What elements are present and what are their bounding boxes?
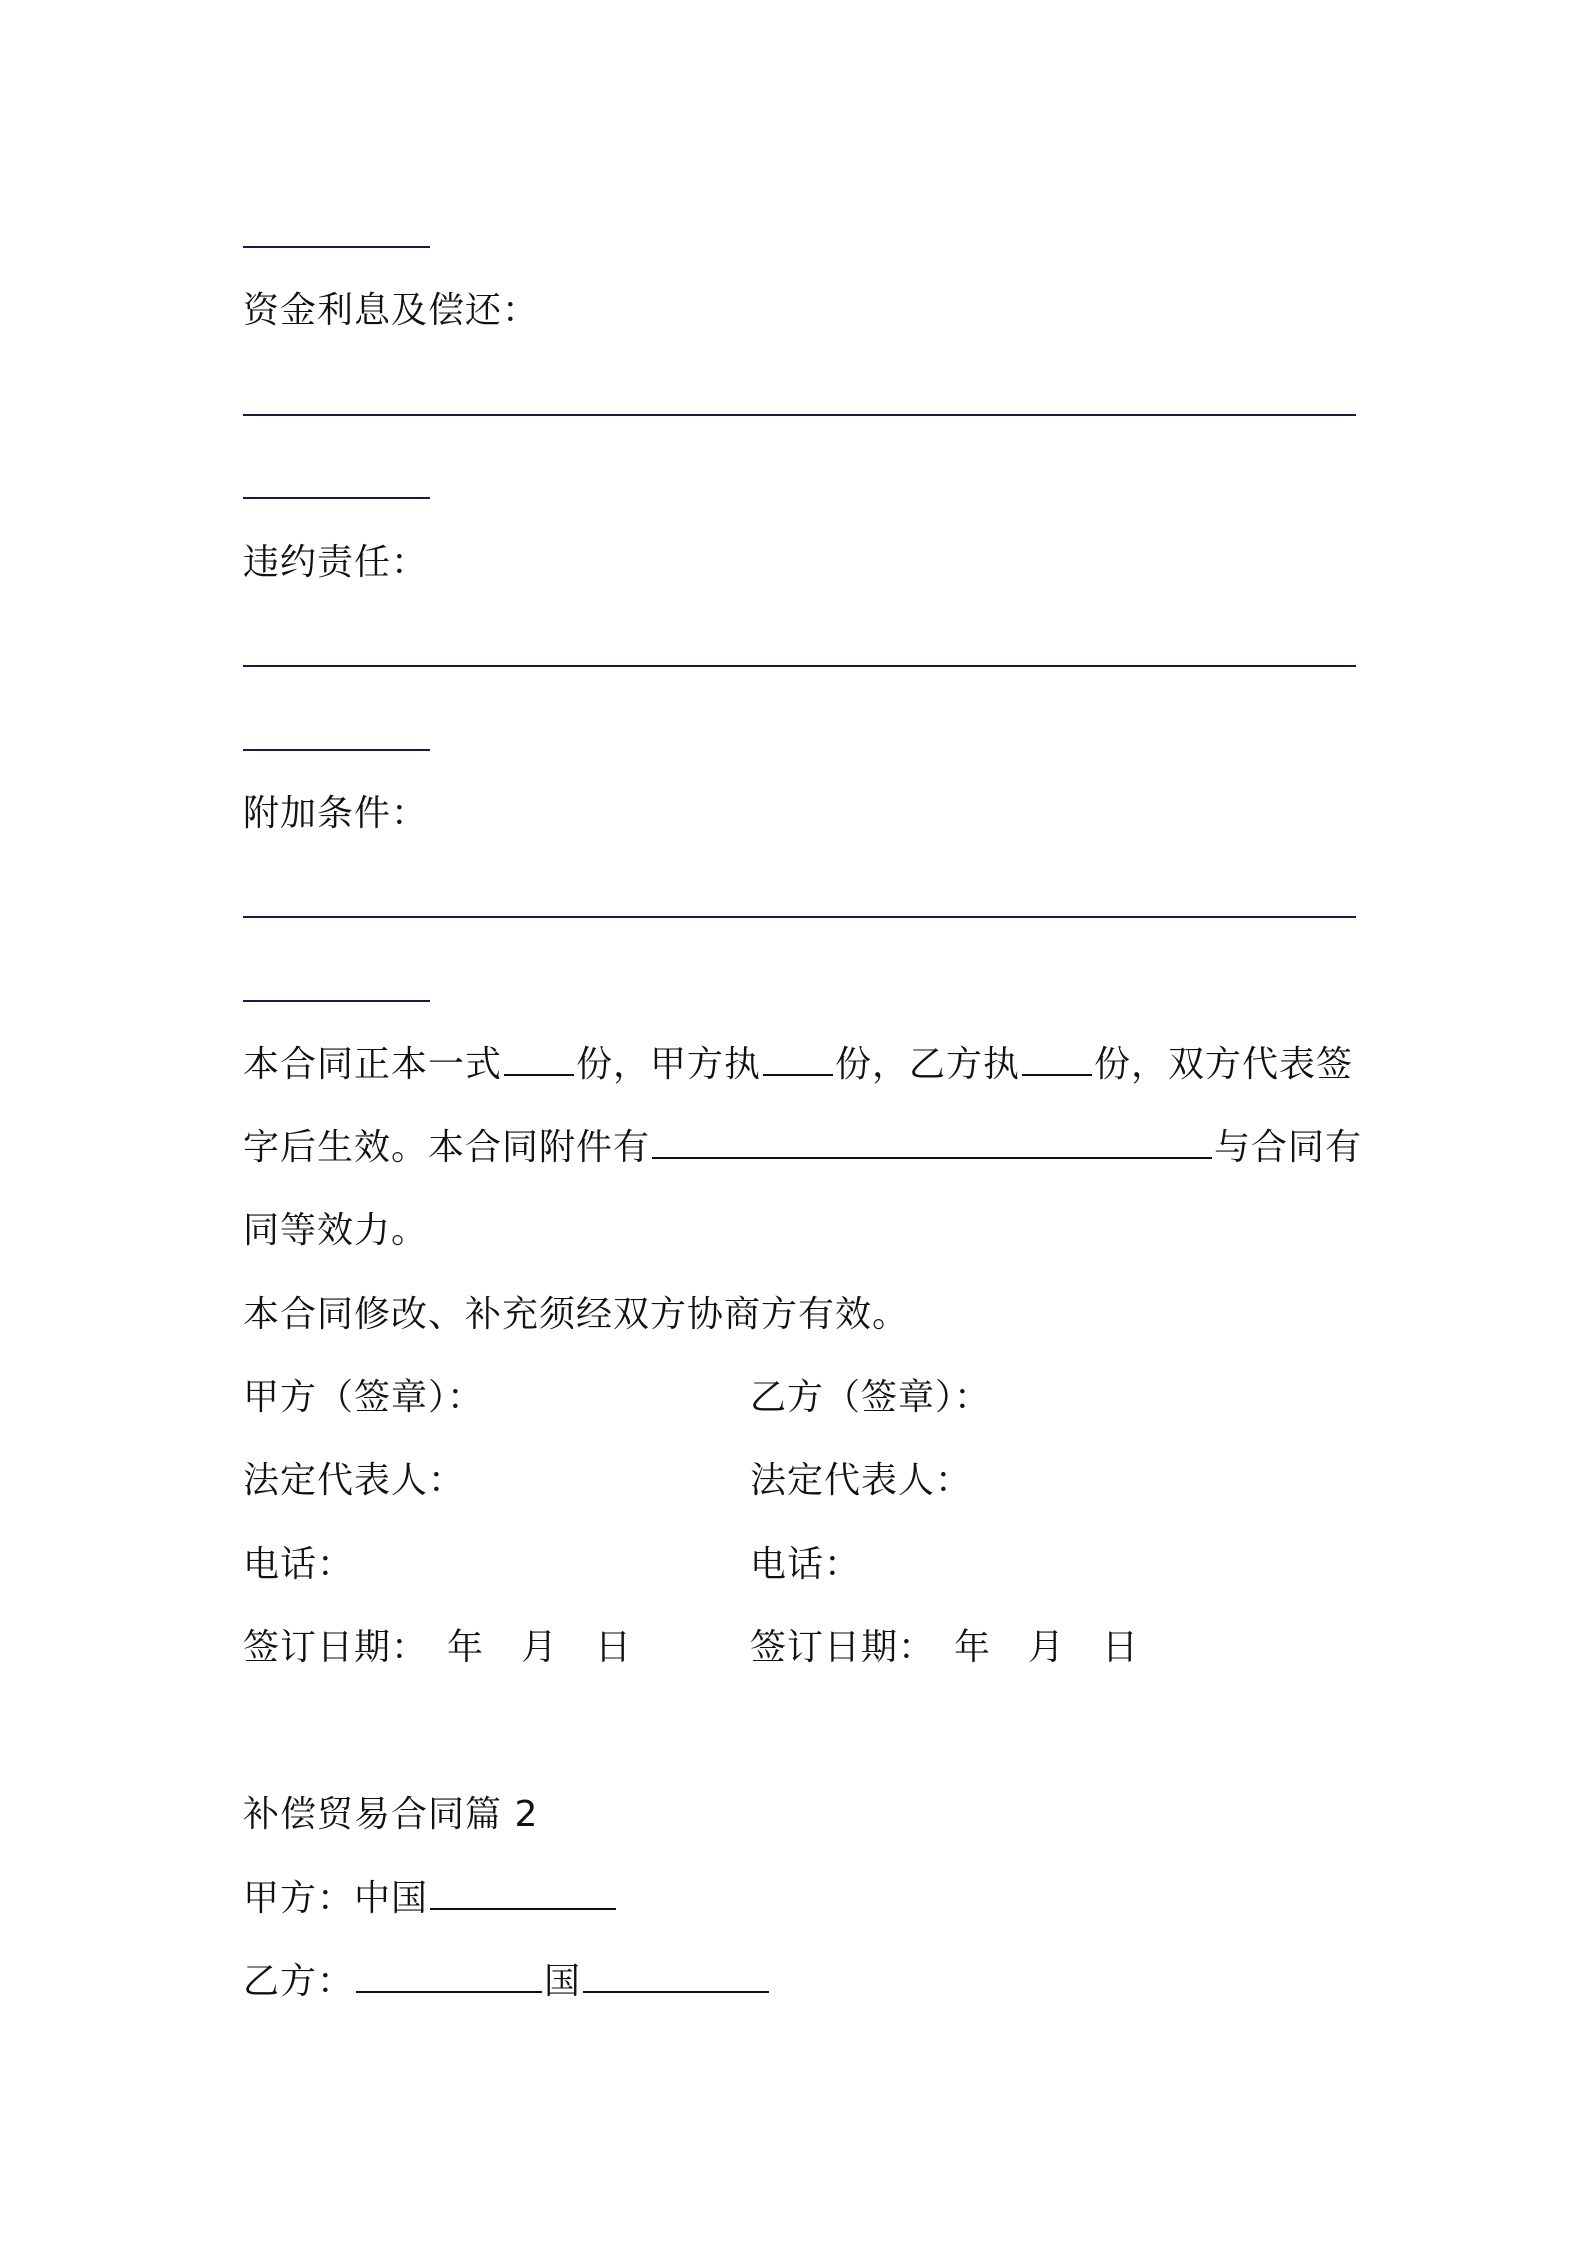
blank-line xyxy=(243,916,1356,918)
contract2-title: 补偿贸易合同篇 2 xyxy=(243,1794,539,1835)
breach-liability-label: 违约责任： xyxy=(243,542,429,583)
party-a-phone-label: 电话： xyxy=(243,1544,355,1585)
party-a-date-label: 签订日期： 年 月 日 xyxy=(243,1627,633,1668)
attachment-text: 字后生效。本合同附件有 xyxy=(243,1127,651,1168)
blank-line xyxy=(243,497,430,499)
fill-blank xyxy=(356,1961,542,1993)
additional-conditions-label: 附加条件： xyxy=(243,793,429,834)
fill-blank xyxy=(1022,1044,1092,1076)
contract2-party-a xyxy=(243,1877,618,1921)
fill-blank xyxy=(430,1878,616,1910)
fill-blank xyxy=(763,1044,833,1076)
party-a-rep-label: 法定代表人： xyxy=(243,1460,466,1501)
party-b-seal-label: 乙方（签章）： xyxy=(750,1377,992,1418)
attachment-clause xyxy=(243,1126,1362,1170)
contract2-party-b xyxy=(243,1960,771,2004)
party-b-rep-label: 法定代表人： xyxy=(750,1460,973,1501)
party-a-text: 甲方：中国 xyxy=(243,1878,429,1919)
fill-blank xyxy=(583,1961,769,1993)
blank-line xyxy=(243,1000,430,1002)
blank-line xyxy=(243,414,1356,416)
copies-text: 份，双方代表签 xyxy=(1094,1044,1354,1085)
copies-text: 份，甲方执 xyxy=(576,1044,762,1085)
amendment-clause: 本合同修改、补充须经双方协商方有效。 xyxy=(243,1294,910,1335)
party-a-seal-label: 甲方（签章）： xyxy=(243,1377,485,1418)
funding-interest-label: 资金利息及偿还： xyxy=(243,290,540,331)
equal-validity-text: 同等效力。 xyxy=(243,1210,429,1251)
country-text: 国 xyxy=(544,1961,582,2002)
party-b-date-label: 签订日期： 年 月 日 xyxy=(750,1627,1140,1668)
party-b-text: 乙方： xyxy=(243,1961,355,2002)
attachment-text: 与合同有 xyxy=(1214,1127,1363,1168)
blank-line xyxy=(243,665,1356,667)
fill-blank xyxy=(652,1127,1212,1159)
blank-line xyxy=(243,246,430,248)
copies-text: 份，乙方执 xyxy=(835,1044,1021,1085)
party-b-phone-label: 电话： xyxy=(750,1544,862,1585)
copies-text: 本合同正本一式 xyxy=(243,1044,503,1085)
fill-blank xyxy=(504,1044,574,1076)
copies-clause xyxy=(243,1043,1353,1087)
blank-line xyxy=(243,749,430,751)
